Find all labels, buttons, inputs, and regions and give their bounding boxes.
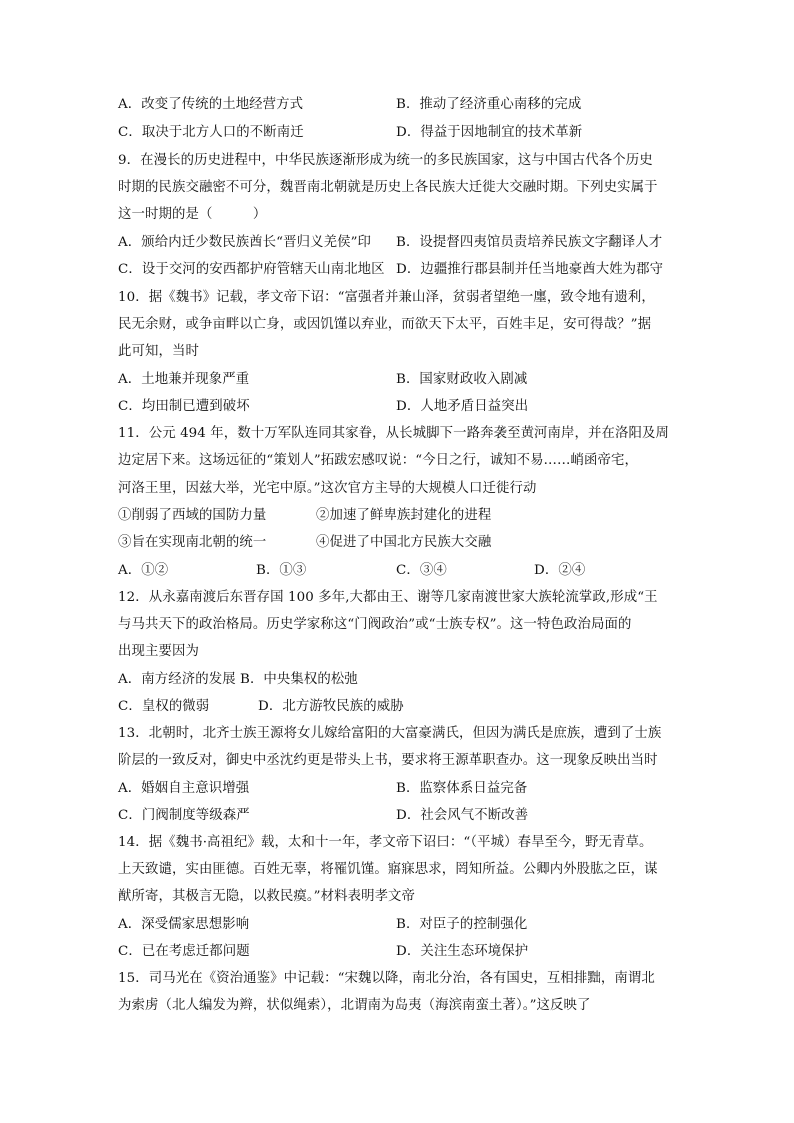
q13-option-a: A．婚姻自主意识增强	[118, 781, 250, 796]
q11-item-3: ③旨在实现南北朝的统一	[118, 535, 267, 550]
q10-option-b: B．国家财政收入剧减	[396, 372, 528, 387]
q11-item-4: ④促进了中国北方民族大交融	[316, 535, 492, 550]
q12-option-c: C．皇权的微弱	[118, 699, 210, 714]
q10-stem-line-2: 民无余财，或争亩畔以亡身，或因饥馑以弃业，而欲天下太平，百姓丰足，安可得哉？”据	[118, 317, 652, 332]
q14-option-c: C．已在考虑迁都问题	[118, 944, 250, 959]
q8-option-c: C．取决于北方人口的不断南迁	[118, 125, 304, 140]
q9-option-b: B．设提督四夷馆员责培养民族文字翻译人才	[396, 235, 663, 250]
q9-stem-line-1: 9．在漫长的历史进程中，中华民族逐渐形成为统一的多民族国家，这与中国古代各个历史	[118, 153, 653, 168]
q15-stem-line-2: 为索虏（北人编发为辫，状似绳索），北谓南为岛夷（海滨南蛮土著）。”这反映了	[118, 998, 591, 1013]
q10-stem-line-1: 10．据《魏书》记载，孝文帝下诏：“富强者并兼山泽，贫弱者望绝一廛，致令地有遗利，	[118, 290, 655, 305]
q15-stem-line-1: 15．司马光在《资治通鉴》中记载：“宋魏以降，南北分治，各有国史，互相排黜，南谓北	[118, 971, 655, 986]
q12-stem-line-3: 出现主要因为	[118, 644, 199, 659]
q11-stem-line-1: 11．公元 494 年，数十万军队连同其家眷，从长城脚下一路奔袭至黄河南岸，并在洛阳及周	[118, 426, 669, 441]
q10-option-a: A．土地兼并现象严重	[118, 372, 250, 387]
q11-item-2: ②加速了鲜卑族封建化的进程	[316, 508, 492, 523]
q14-stem-line-1: 14．据《魏书·高祖纪》载，太和十一年，孝文帝下诏曰：“（平城）春旱至今，野无青草。	[118, 835, 653, 850]
q12-stem-line-2: 与马共天下的政治格局。历史学家称这“门阀政治”或“士族专权”。这一特色政治局面的	[118, 617, 632, 632]
q9-option-a: A．颁给内迁少数民族酋长“晋归义羌侯”印	[118, 235, 372, 250]
q9-stem-line-2: 时期的民族交融密不可分，魏晋南北朝就是历史上各民族大迁徙大交融时期。下列史实属于	[118, 180, 658, 195]
q11-option-b: B．①③	[256, 563, 307, 578]
q13-option-b: B．监察体系日益完备	[396, 781, 528, 796]
q11-item-1: ①削弱了西域的国防力量	[118, 508, 267, 523]
q13-stem-line-1: 13．北朝时，北齐士族王源将女儿嫁给富阳的大富豪满氏，但因为满氏是庶族，遭到了士族	[118, 726, 662, 741]
q14-option-b: B．对臣子的控制强化	[396, 917, 528, 932]
q13-option-c: C．门阀制度等级森严	[118, 808, 250, 823]
q8-option-b: B．推动了经济重心南移的完成	[396, 97, 582, 112]
q14-stem-line-3: 猷所寄，其极言无隐，以救民瘼。”材料表明孝文帝	[118, 889, 416, 904]
q12-option-d: D．北方游牧民族的威胁	[258, 699, 404, 714]
q9-option-d: D．边疆推行郡县制并任当地豪酋大姓为郡守	[396, 262, 664, 277]
q8-option-a: A．改变了传统的土地经营方式	[118, 97, 304, 112]
q13-option-d: D．社会风气不断改善	[396, 808, 529, 823]
q12-stem-line-1: 12．从永嘉南渡后东晋存国 100 多年,大都由王、谢等几家南渡世家大族轮流掌政,形成“王	[118, 590, 658, 605]
q9-option-c: C．设于交河的安西都护府管辖天山南北地区	[118, 262, 385, 277]
q12-option-a: A．南方经济的发展	[118, 672, 236, 687]
q10-option-c: C．均田制已遭到破坏	[118, 399, 250, 414]
q11-option-a: A．①②	[118, 563, 169, 578]
q8-option-d: D．得益于因地制宜的技术革新	[396, 125, 583, 140]
q14-stem-line-2: 上天致谴，实由匪德。百姓无辜，将罹饥馑。寤寐思求，罔知所益。公卿内外股肱之臣，谋	[118, 862, 658, 877]
q11-option-d: D．②④	[534, 563, 586, 578]
q11-stem-line-2: 边定居下来。这场远征的“策划人”拓跋宏感叹说：“今日之行，诚知不易……峭函帝宅，	[118, 453, 638, 468]
q13-stem-line-2: 阶层的一致反对，御史中丞沈约更是带头上书，要求将王源革职查办。这一现象反映出当时	[118, 753, 658, 768]
q14-option-d: D．关注生态环境保护	[396, 944, 529, 959]
q10-stem-line-3: 此可知，当时	[118, 344, 199, 359]
q11-stem-line-3: 河洛王里，因兹大举，光宅中原。”这次官方主导的大规模人口迁徙行动	[118, 481, 537, 496]
q14-option-a: A．深受儒家思想影响	[118, 917, 250, 932]
q12-option-b: B．中央集权的松弛	[240, 672, 358, 687]
q10-option-d: D．人地矛盾日益突出	[396, 399, 529, 414]
q11-option-c: C．③④	[396, 563, 447, 578]
q9-stem-line-3: 这一时期的是（ ）	[118, 207, 267, 222]
